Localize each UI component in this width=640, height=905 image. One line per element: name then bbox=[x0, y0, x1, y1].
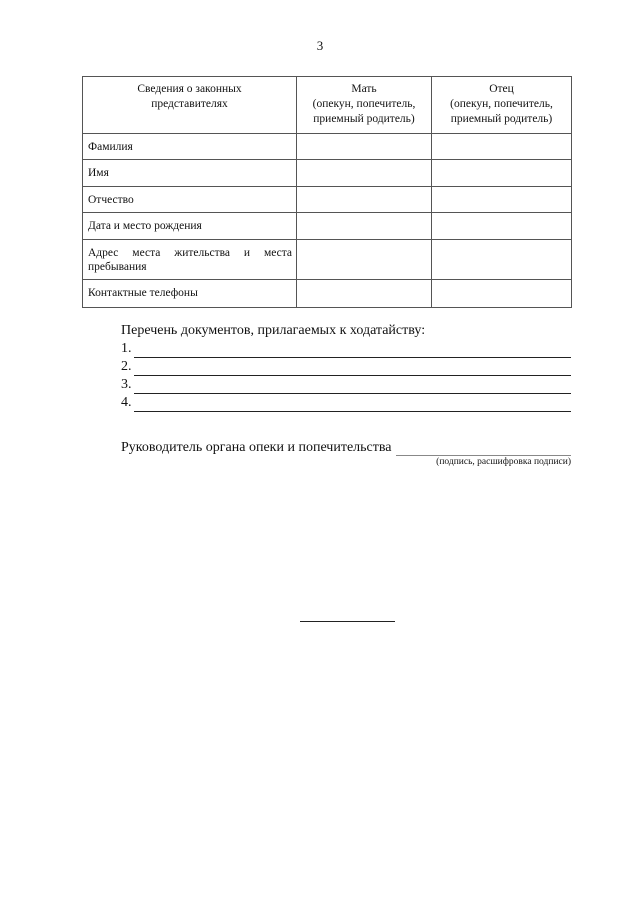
list-item bbox=[121, 340, 571, 358]
page-number: 3 bbox=[316, 38, 324, 53]
list-item bbox=[121, 376, 571, 394]
mother-patronymic-field[interactable] bbox=[297, 187, 432, 213]
list-item bbox=[121, 394, 571, 412]
item-number: 1. bbox=[121, 341, 132, 356]
document-2-field[interactable] bbox=[134, 362, 572, 376]
father-first-name-field[interactable] bbox=[432, 160, 572, 187]
item-number: 3. bbox=[121, 377, 132, 392]
father-address-field[interactable] bbox=[432, 240, 572, 280]
header-father: Отец (опекун, попечитель, приемный родитель) bbox=[432, 77, 572, 134]
item-number: 4. bbox=[121, 395, 132, 410]
mother-address-field[interactable] bbox=[297, 240, 432, 280]
header-representatives-info: Сведения о законных представителях bbox=[83, 77, 297, 134]
legal-representatives-table bbox=[82, 76, 572, 308]
table-row bbox=[83, 160, 572, 187]
father-phones-field[interactable] bbox=[432, 280, 572, 308]
document-1-field[interactable] bbox=[134, 344, 572, 358]
row-label-first-name: Имя bbox=[83, 160, 297, 187]
table-row bbox=[83, 213, 572, 240]
mother-phones-field[interactable] bbox=[297, 280, 432, 308]
mother-surname-field[interactable] bbox=[297, 134, 432, 160]
table-row bbox=[83, 280, 572, 308]
table-row bbox=[83, 187, 572, 213]
father-patronymic-field[interactable] bbox=[432, 187, 572, 213]
document-3-field[interactable] bbox=[134, 380, 572, 394]
signature-block bbox=[121, 440, 571, 467]
row-label-birth-date-place: Дата и место рождения bbox=[83, 213, 297, 240]
document-4-field[interactable] bbox=[134, 398, 572, 412]
table-row bbox=[83, 134, 572, 160]
list-item bbox=[121, 358, 571, 376]
end-divider bbox=[300, 621, 395, 622]
signature-caption: (подпись, расшифровка подписи) bbox=[436, 457, 571, 467]
mother-first-name-field[interactable] bbox=[297, 160, 432, 187]
signature-line bbox=[121, 440, 571, 456]
table-row bbox=[83, 240, 572, 280]
father-surname-field[interactable] bbox=[432, 134, 572, 160]
row-label-contact-phones: Контактные телефоны bbox=[83, 280, 297, 308]
documents-title: Перечень документов, прилагаемых к ходатайству: bbox=[121, 323, 426, 338]
row-label-patronymic: Отчество bbox=[83, 187, 297, 213]
header-mother: Мать (опекун, попечитель, приемный родитель) bbox=[297, 77, 432, 134]
item-number: 2. bbox=[121, 359, 132, 374]
row-label-surname: Фамилия bbox=[83, 134, 297, 160]
father-birth-date-place-field[interactable] bbox=[432, 213, 572, 240]
signature-field[interactable] bbox=[396, 442, 571, 456]
mother-birth-date-place-field[interactable] bbox=[297, 213, 432, 240]
table-header-row bbox=[83, 77, 572, 134]
documents-list bbox=[121, 322, 571, 412]
row-label-address: Адрес места жительства и места пребывания bbox=[83, 240, 297, 280]
signature-label: Руководитель органа опеки и попечительства bbox=[121, 440, 392, 455]
